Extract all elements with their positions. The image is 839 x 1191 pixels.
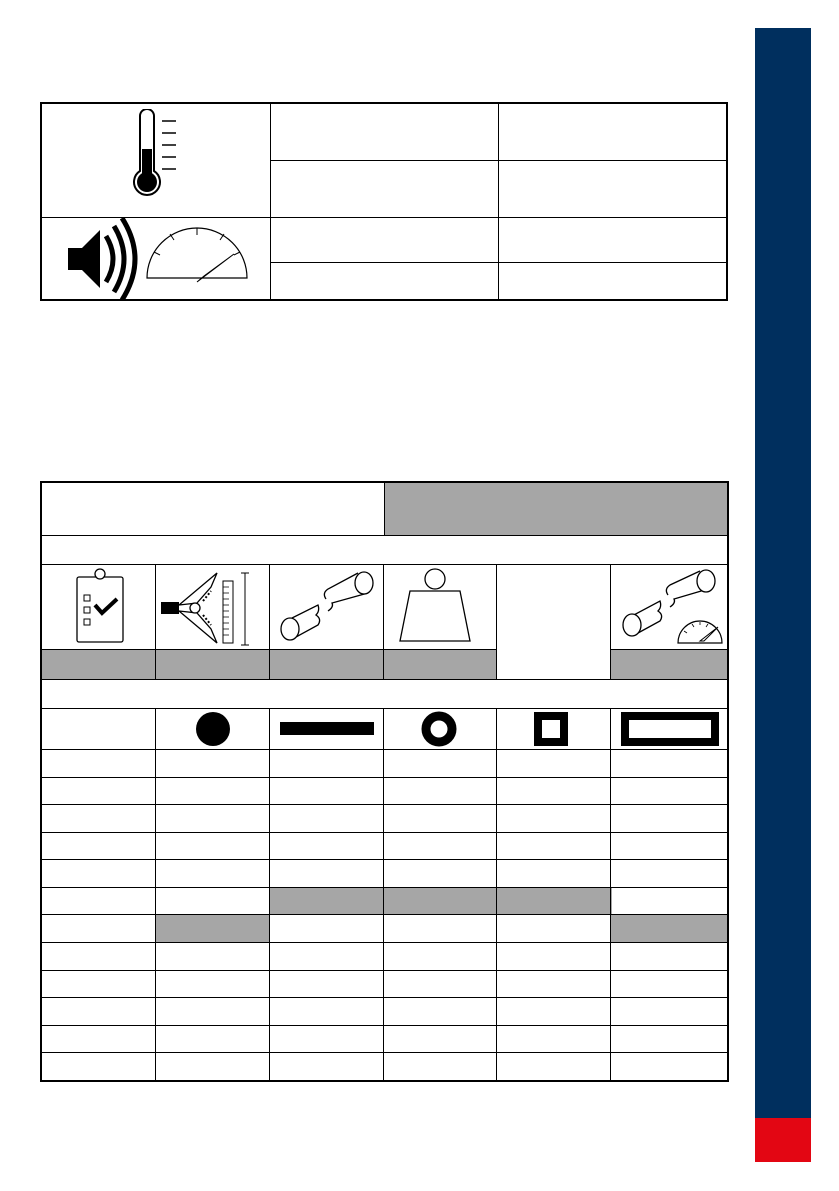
divider bbox=[155, 708, 156, 1080]
weight-icon bbox=[398, 567, 472, 645]
grey-cell bbox=[270, 887, 612, 914]
thermometer-icon bbox=[128, 109, 180, 201]
grey-cell bbox=[611, 915, 727, 942]
hardness-indicator-icon bbox=[159, 569, 263, 647]
divider bbox=[269, 564, 270, 679]
environment-table bbox=[40, 102, 728, 301]
rectangular-tube-icon bbox=[621, 712, 719, 746]
divider bbox=[42, 970, 727, 971]
divider bbox=[42, 1052, 727, 1053]
grey-cell bbox=[611, 650, 727, 679]
material-table bbox=[40, 481, 729, 1082]
divider bbox=[155, 564, 156, 679]
divider bbox=[42, 679, 727, 680]
divider bbox=[42, 997, 727, 998]
divider bbox=[42, 942, 727, 943]
divider bbox=[269, 708, 270, 1080]
divider bbox=[42, 887, 727, 888]
table-cell bbox=[271, 104, 498, 160]
tube-icon bbox=[420, 710, 458, 748]
divider bbox=[42, 564, 727, 565]
table-cell bbox=[271, 218, 498, 262]
broken-bar-icon bbox=[276, 569, 378, 641]
speaker-icon bbox=[66, 218, 146, 300]
round-bar-icon bbox=[194, 709, 232, 749]
table-cell bbox=[271, 161, 498, 217]
divider bbox=[42, 859, 727, 860]
divider bbox=[496, 708, 497, 1080]
gauge-icon bbox=[146, 224, 248, 284]
divider bbox=[383, 708, 384, 1080]
grey-cell bbox=[156, 915, 270, 942]
flat-bar-icon bbox=[280, 721, 374, 737]
broken-bar-gauge-icon bbox=[620, 569, 724, 645]
divider bbox=[42, 749, 727, 750]
divider bbox=[42, 914, 727, 915]
table-cell bbox=[499, 104, 726, 160]
table-cell bbox=[499, 161, 726, 217]
divider bbox=[42, 804, 727, 805]
side-band-tab bbox=[755, 1118, 811, 1162]
divider bbox=[384, 483, 385, 535]
divider bbox=[383, 564, 384, 679]
side-band bbox=[755, 28, 811, 1162]
divider bbox=[42, 708, 727, 709]
square-tube-icon bbox=[534, 712, 570, 748]
divider bbox=[610, 708, 611, 1080]
header-right-cell bbox=[384, 483, 727, 535]
divider bbox=[496, 564, 497, 679]
divider bbox=[611, 649, 727, 650]
checklist-icon bbox=[75, 567, 127, 645]
table-cell bbox=[499, 218, 726, 262]
table-cell bbox=[271, 263, 498, 299]
divider bbox=[610, 564, 611, 679]
table-cell bbox=[499, 263, 726, 299]
divider bbox=[42, 832, 727, 833]
divider bbox=[42, 777, 727, 778]
divider bbox=[42, 1025, 727, 1026]
divider bbox=[42, 535, 727, 536]
